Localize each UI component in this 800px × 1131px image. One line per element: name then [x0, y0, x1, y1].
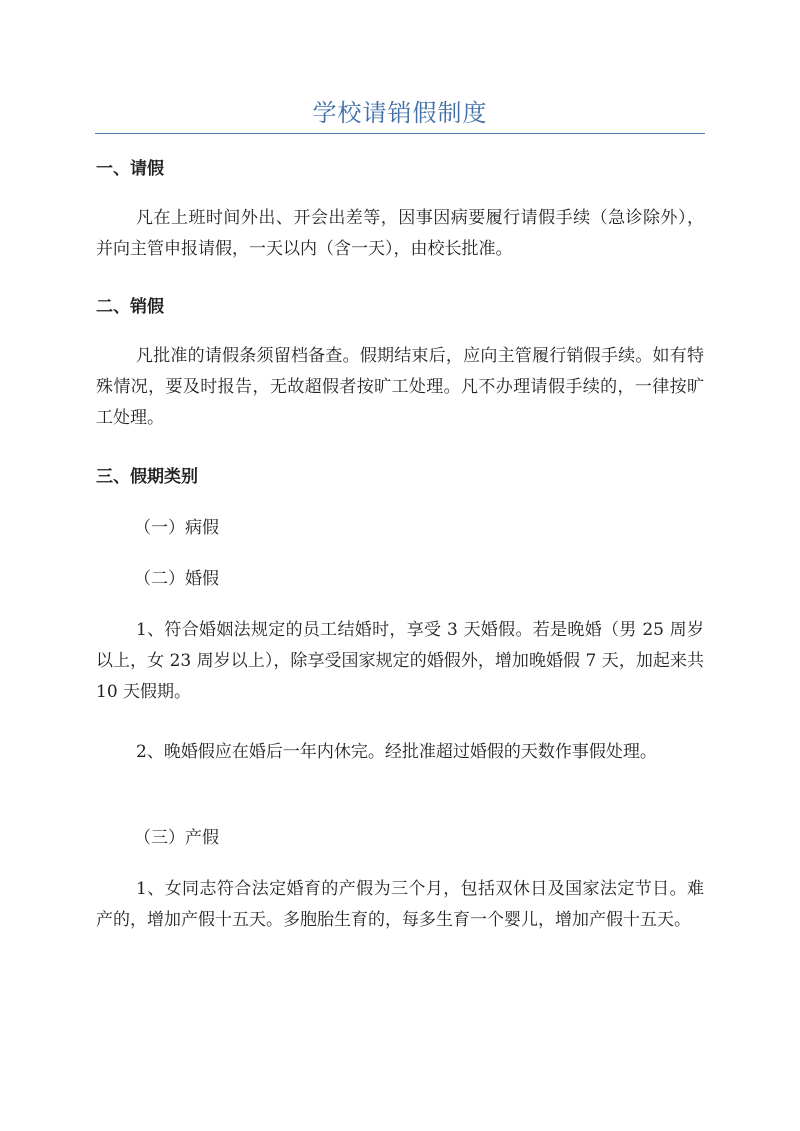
- paragraph-leave-request: 凡在上班时间外出、开会出差等，因事因病要履行请假手续（急诊除外），并向主管申报请假，一天以内（含一天），由校长批准。: [96, 208, 704, 259]
- section-heading-leave-types: 三、假期类别: [96, 467, 198, 487]
- title-underline: [95, 133, 705, 134]
- section-heading-leave-cancel: 二、销假: [96, 297, 164, 317]
- subheading-maternity-leave: （三）产假: [134, 828, 219, 848]
- paragraph-marriage-leave-2: 2、晚婚假应在婚后一年内休完。经批准超过婚假的天数作事假处理。: [136, 742, 657, 762]
- subheading-marriage-leave: （二）婚假: [134, 569, 219, 589]
- section-heading-leave-request: 一、请假: [96, 159, 164, 179]
- document-title: 学校请销假制度: [312, 99, 488, 127]
- paragraph-maternity-leave-1: 1、女同志符合法定婚育的产假为三个月，包括双休日及国家法定节日。难产的，增加产假十五天。多胞胎生育的，每多生育一个婴儿，增加产假十五天。: [96, 879, 704, 930]
- subheading-sick-leave: （一）病假: [134, 518, 219, 538]
- paragraph-leave-cancel: 凡批准的请假条须留档备查。假期结束后，应向主管履行销假手续。如有特殊情况，要及时报告，无故超假者按旷工处理。凡不办理请假手续的，一律按旷工处理。: [96, 346, 704, 428]
- paragraph-marriage-leave-1: 1、符合婚姻法规定的员工结婚时，享受 3 天婚假。若是晚婚（男 25 周岁以上，女 23 周岁以上），除享受国家规定的婚假外，增加晚婚假 7 天，加起来共 10 天假期。: [96, 620, 704, 702]
